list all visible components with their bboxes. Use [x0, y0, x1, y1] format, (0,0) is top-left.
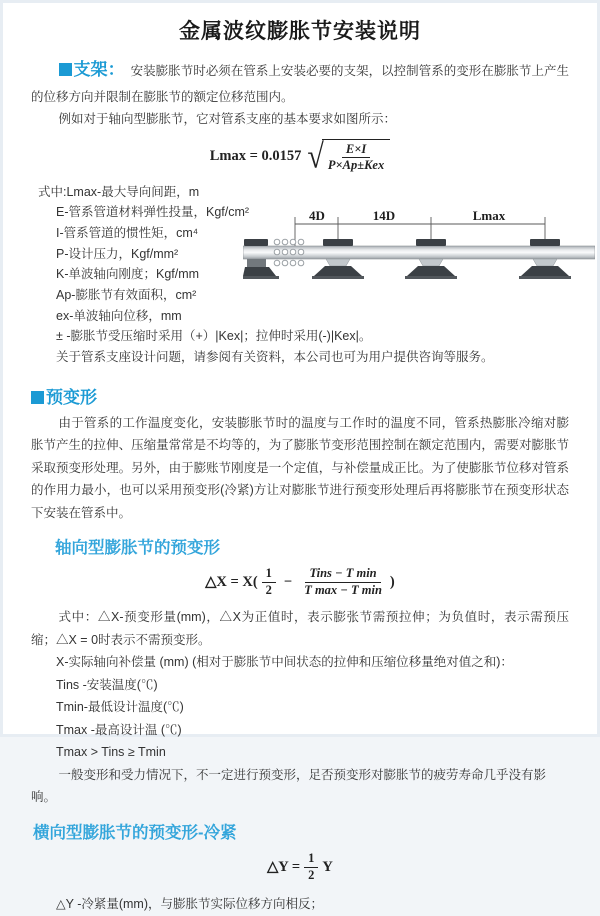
consulting-line: 关于管系支座设计问题，请参阅有关资料，本公司也可为用户提供咨询等服务。 [56, 350, 494, 365]
plus-minus-rule-line: ± -膨胀节受压缩时采用（+）|Kex|；拉伸时采用(-)|Kex|。 [56, 329, 372, 344]
axial-formula [31, 566, 569, 598]
predeform-heading-text: 预变形 [46, 387, 97, 407]
dim-label-4d: 4D [309, 207, 325, 223]
definition-line: I-管系管道的惯性矩，cm⁴ [56, 226, 199, 241]
definition-line: P-设计压力，Kgf/mm² [56, 246, 179, 261]
lmax-formula-denominator: P×Ap±Kex [327, 158, 385, 173]
support-intro-text: 安装膨胀节时必须在管系上安装必要的支架，以控制管系的变形在膨胀节上产生的位移方向并限制在膨胀节的额定位移范围内。 [31, 64, 569, 104]
axial-frac1-den: 2 [265, 582, 272, 597]
dim-label-lmax: Lmax [472, 207, 506, 223]
axial-formula-close: ) [389, 573, 395, 590]
axial-explain-paragraph: 式中：△X-预变形量(mm)，△X为正值时，表示膨张节需预拉伸；为负值时，表示需预压缩；△X = 0时表示不需预变形。 [31, 610, 569, 647]
definition-line: K-单波轴向刚度；Kgf/mm [56, 267, 200, 282]
temp-line: Tins -安装温度(℃) [56, 677, 158, 692]
support-section-heading: 支架： [73, 60, 125, 79]
definition-line: 式中:Lmax-最大导向间距，m [38, 184, 200, 199]
predeform-body-paragraph: 由于管系的工作温度变化，安装膨胀节时的温度与工作时的温度不同，管系热膨胀冷缩对膨胀节产生的拉伸、压缩量常常是不均等的，为了膨胀节变形范围控制在额定范围内，需要对膨胀节采取预变形处理。另外，由于膨账节刚度是一个定值，与补偿量成正比。为了使膨胀节位移对管系的作用力最小，也可以采用预变形(冷紧)方让对膨胀节进行预变形处理后再将膨胀节在预变形状态下安装在管系中。 [31, 415, 569, 520]
lateral-subheading: 横向型膨胀节的预变形-冷紧 [33, 823, 237, 842]
definition-line: ex-单波轴向位移，mm [56, 308, 182, 323]
section-square-icon [31, 391, 44, 404]
axial-note-line: 一般变形和受力情况下，不一定进行预变形，足否预变形对膨胀节的疲劳寿命几乎没有影响。 [31, 767, 547, 805]
axial-formula-lhs: △X = X( [205, 573, 258, 590]
lateral-note-line: △Y -冷紧量(mm)，与膨胀节实际位移方向相反； [56, 897, 324, 912]
temp-line: Tmax -最高设计温 (℃) [56, 722, 182, 737]
x-definition-line: X-实际轴向补偿量 (mm) (相对于膨胀节中间状态的拉伸和压缩位移量绝对值之和)： [56, 655, 513, 670]
lmax-formula-numerator: E×I [342, 142, 370, 159]
support-example-line: 例如对于轴向型膨胀节，它对管系支座的基本要求如图所示： [58, 112, 397, 127]
lateral-frac-num: 1 [304, 851, 318, 868]
axial-frac2-den: T max − T min [304, 582, 382, 597]
lateral-frac-den: 2 [308, 867, 315, 882]
definition-line: Ap-膨胀节有效面积，cm² [56, 287, 197, 302]
temperature-definitions [31, 674, 569, 764]
lateral-formula [31, 851, 569, 883]
axial-formula-minus: − [283, 573, 293, 590]
section-square-icon [59, 63, 72, 76]
lateral-formula-lhs: △Y = [267, 858, 301, 875]
lateral-formula-rhs: Y [322, 858, 333, 875]
predeform-section-heading [31, 383, 569, 408]
definition-line: E-管系管道材料弹性投量，Kgf/cm² [56, 205, 250, 220]
dim-label-14d: 14D [372, 207, 396, 223]
lmax-formula [31, 139, 569, 174]
axial-subheading: 轴向型膨胀节的预变形 [55, 539, 220, 558]
definitions-and-diagram [31, 182, 569, 326]
sqrt-sign: √ [307, 137, 324, 176]
page-title: 金属波纹膨胀节安装说明 [179, 20, 421, 43]
temp-line: Tmin-最低设计温度(℃) [56, 700, 184, 715]
axial-frac2-num: Tins − T min [305, 566, 380, 583]
support-requirement-diagram [243, 208, 595, 288]
axial-frac1-num: 1 [262, 566, 276, 583]
support-intro-paragraph [31, 55, 569, 108]
lmax-formula-lhs: Lmax = 0.0157 [209, 147, 302, 164]
temp-line: Tmax > Tins ≥ Tmin [56, 745, 166, 760]
lmax-formula-radicand [322, 139, 390, 174]
